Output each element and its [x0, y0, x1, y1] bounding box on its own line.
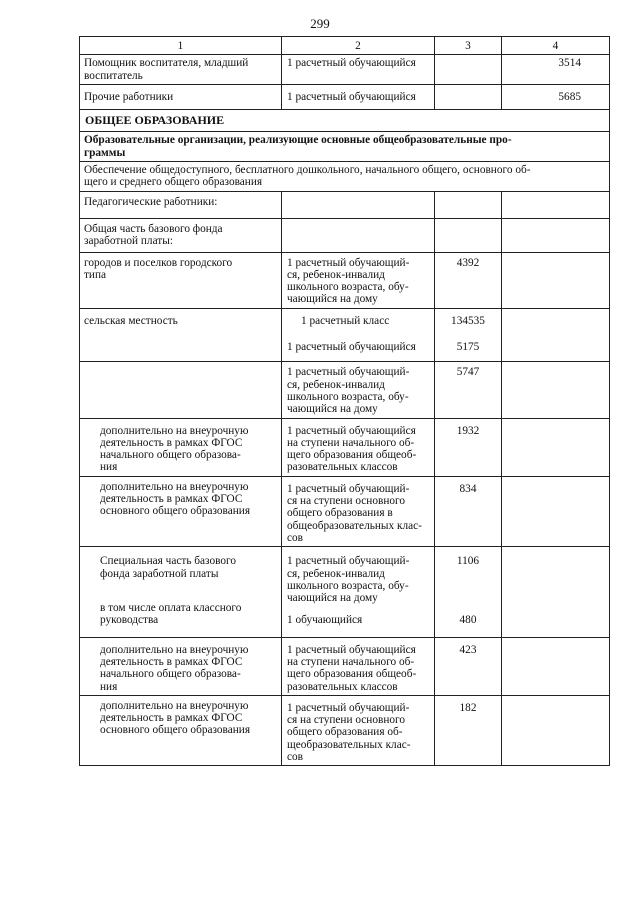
- header-cell: 2: [282, 37, 435, 55]
- row-label: дополнительно на внеурочную деятельность в рамках ФГОС основного общего образования: [80, 476, 282, 546]
- row-unit: 1 расчетный обучающийся на ступени начального об- щего образования общеоб- разовательных классов: [282, 418, 435, 476]
- row-value-3: [435, 84, 502, 109]
- row-unit: 1 расчетный обучающий- ся, ребенок-инвалид школьного возраста, обу- чающийся на дому: [282, 252, 435, 308]
- row-label: Специальная часть базового фонда заработной платы: [100, 555, 237, 580]
- header-cell: 3: [435, 37, 502, 55]
- row-label: в том числе оплата классного руководства: [100, 601, 242, 627]
- subsection-row: [80, 132, 610, 162]
- row-unit: 1 расчетный обучающийся: [282, 55, 435, 85]
- table-row: [80, 476, 610, 546]
- table-row: [80, 218, 610, 252]
- table-row: [80, 637, 610, 695]
- header-cell: 4: [502, 37, 610, 55]
- row-label: Педагогические работники:: [80, 191, 282, 218]
- row-value-3: 423: [435, 637, 502, 695]
- funding-table: [79, 36, 610, 766]
- table-row: [80, 55, 610, 85]
- row-label: дополнительно на внеурочную деятельность в рамках ФГОС начального общего образова- ния: [80, 418, 282, 476]
- row-label: Помощник воспитателя, младший воспитатель: [80, 55, 282, 85]
- row-unit: 1 расчетный обучающийся: [287, 341, 416, 354]
- row-unit: 1 расчетный обучающий- ся, ребенок-инвалид школьного возраста, обу- чающийся на дому: [287, 555, 410, 605]
- table-row: [80, 191, 610, 218]
- table-row: [80, 84, 610, 109]
- row-label: сельская местность: [80, 308, 282, 362]
- row-value-4: 5685: [502, 84, 610, 109]
- row-unit: 1 расчетный обучающий- ся на ступени основного общего образования об- щеобразовательных клас- сов: [282, 695, 435, 765]
- header-cell: 1: [80, 37, 282, 55]
- row-value-3: [435, 55, 502, 85]
- row-unit: 1 расчетный класс: [301, 314, 390, 327]
- row-label: Общая часть базового фонда заработной платы:: [80, 218, 282, 252]
- row-label: дополнительно на внеурочную деятельность в рамках ФГОС начального общего образова- ния: [80, 637, 282, 695]
- table-row: [80, 418, 610, 476]
- row-unit: 1 расчетный обучающий- ся на ступени основного общего образования в общеобразовательных клас- сов: [282, 476, 435, 546]
- row-unit: 1 расчетный обучающийся: [282, 84, 435, 109]
- row-value-3: 134535: [451, 314, 485, 327]
- table-row: [80, 547, 610, 637]
- row-value-3: 480: [459, 613, 477, 626]
- row-value-4: 3514: [502, 55, 610, 85]
- section-title: ОБЩЕЕ ОБРАЗОВАНИЕ: [80, 110, 610, 132]
- row-label: дополнительно на внеурочную деятельность в рамках ФГОС основного общего образования: [80, 695, 282, 765]
- subsection-row: [80, 162, 610, 192]
- section-row: [80, 110, 610, 132]
- row-value-3: 1106: [456, 555, 480, 568]
- row-label: Прочие работники: [80, 84, 282, 109]
- provision-title: Обеспечение общедоступного, бесплатного дошкольного, начального общего, основного об- щего и среднего общего образования: [80, 162, 610, 192]
- page-number: 299: [310, 16, 330, 31]
- row-value-3: 182: [435, 695, 502, 765]
- row-value-3: 4392: [435, 252, 502, 308]
- row-label: городов и поселков городского типа: [80, 252, 282, 308]
- table-header-row: [80, 37, 610, 55]
- row-unit: 1 обучающийся: [287, 614, 363, 627]
- row-value-3: 5175: [456, 341, 480, 354]
- row-value-3: 1932: [435, 418, 502, 476]
- row-value-3: 834: [435, 476, 502, 546]
- row-unit: 1 расчетный обучающийся на ступени начального об- щего образования общеоб- разовательных классов: [282, 637, 435, 695]
- row-value-3: 5747: [435, 362, 502, 418]
- org-title: Образовательные организации, реализующие основные общеобразовательные про- граммы: [80, 132, 610, 162]
- table-row: [80, 308, 610, 362]
- table-row: [80, 252, 610, 308]
- row-unit: 1 расчетный обучающий- ся, ребенок-инвалид школьного возраста, обу- чающийся на дому: [282, 362, 435, 418]
- table-row: [80, 695, 610, 765]
- table-row: [80, 362, 610, 418]
